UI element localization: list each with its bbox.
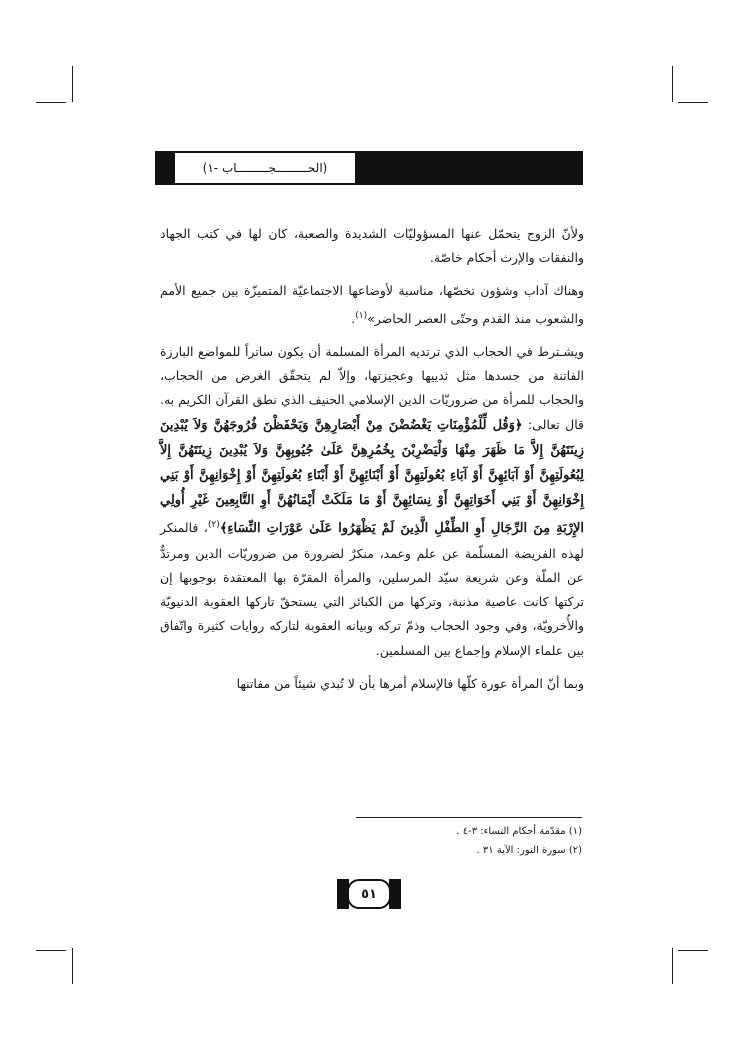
page-body (160, 222, 584, 705)
crop-mark (36, 950, 66, 951)
crop-mark (72, 948, 73, 984)
crop-mark (678, 102, 708, 103)
header-title: (الحـــــــــجـــــــــاب -١) (202, 161, 328, 175)
footnote-1: (١) مقدّمة أحكام النساء: ٣-٤ . (456, 826, 582, 837)
crop-mark (36, 102, 66, 103)
footnote-ref: (٢) (207, 520, 220, 531)
header-bar-right (355, 151, 583, 185)
paragraph-3 (160, 340, 584, 663)
crop-mark (678, 950, 708, 951)
running-header (155, 151, 583, 185)
paragraph-1 (160, 222, 584, 270)
paragraph-text-after: ، فالمنكر لهذه الفريضة المسلّمة عن علم وعمد، منكرٌ لضرورة من ضروريّات الدين ومرتدٌّ عن الملّة وعن شريعة سيّد المرسلين، والمرأة المقرّة بها المعتقدة بوجوبها إن تركتها كانت عاصية مذنبة، وتركها من الكبائر التي يستحقّ تاركها العقوبة الدنيويّة والأُخرويّة، وفي وجود الحجاب وذمّ تركه وبيانه العقوبة لتاركه روايات كثيرة واتّفاق بين علماء الإسلام وإجماع بين المسلمين. (160, 520, 584, 658)
footnote-ref: (١) (355, 310, 368, 321)
footnote-divider (356, 817, 582, 818)
footnote-2: (٢) سورة النور: الآية ٣١ . (476, 845, 582, 856)
crop-mark (72, 66, 73, 102)
paragraph-4 (160, 672, 584, 696)
crop-mark (672, 948, 673, 984)
paragraph-text: ولأنّ الزوج يتحمّل عنها المسؤوليّات الشديدة والصعبة، كان لها في كتب الجهاد والنفقات والإرث أحكام خاصّة. (160, 226, 584, 266)
paragraph-text: وهناك آداب وشؤون تخصّها، مناسبة لأوضاعها الاجتماعيّة المتميزّة بين جميع الأمم والشعوب منذ القدم وحتّى العصر الحاضر» (160, 283, 584, 326)
header-title-box (175, 153, 355, 183)
crop-mark (672, 66, 673, 102)
quran-verse: ﴿وَقُل لِّلْمُؤْمِنَاتِ يَغْضُضْنَ مِنْ أَبْصَارِهِنَّ وَيَحْفَظْنَ فُرُوجَهُنَّ وَلاَ يُبْدِينَ زِينَتَهُنَّ إِلاَّ مَا ظَهَرَ مِنْهَا وَلْيَضْرِبْنَ بِخُمُرِهِنَّ عَلَىٰ جُيُوبِهِنَّ وَلاَ يُبْدِينَ زِينَتَهُنَّ إِلاَّ لِبُعُولَتِهِنَّ أَوْ آبَائِهِنَّ أَوْ آبَاءِ بُعُولَتِهِنَّ أَوْ أَبْنَائِهِنَّ أَوْ أَبْنَاءِ بُعُولَتِهِنَّ أَوْ إِخْوَانِهِنَّ أَوْ بَنِي إِخْوَانِهِنَّ أَوْ بَنِي أَخَوَاتِهِنَّ أَوْ نِسَائِهِنَّ أَوْ مَا مَلَكَتْ أَيْمَانُهُنَّ أَوِ التَّابِعِينَ غَيْرِ أُولِي الإِرْبَةِ مِنَ الرِّجَالِ أَوِ الطِّفْلِ الَّذِينَ لَمْ يَظْهَرُوا عَلَىٰ عَوْرَاتِ النِّسَاءِ﴾ (160, 417, 584, 537)
paragraph-tail: . (351, 310, 356, 326)
paragraph-text: وبما أنّ المرأة عورة كلّها فالإسلام أمرها بأن لا تُبدي شيئاً من مفاتنها (236, 675, 584, 691)
page-number-ornament (337, 879, 401, 909)
header-bar-left (155, 151, 175, 185)
paragraph-text: ويشـترط في الحجاب الذي ترتديه المرأة المسلمة أن يكون ساتراً للمواضع البارزة الفاتنة من جسدها مثل ثدييها وعجيزتها، وإلاّ لم يتحقّق الغرض من الحجاب، والحجاب للمرأة من ضروريّات الدين الإسلامي الحنيف الذي نطق القرآن الكريم به. قال تعالى: (160, 343, 584, 432)
footnotes (300, 822, 582, 860)
paragraph-2 (160, 279, 584, 331)
page-number: ٥١ (347, 879, 391, 909)
